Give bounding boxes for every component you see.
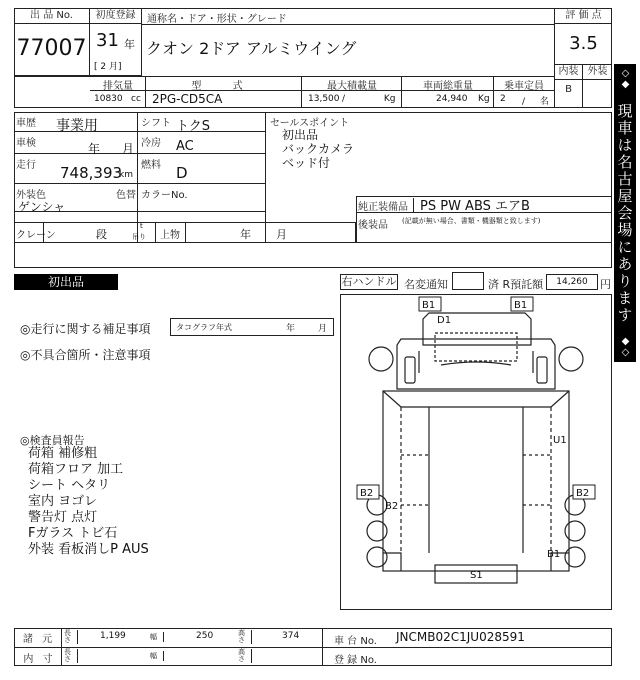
length-label: 長さ <box>64 630 78 644</box>
mark-b2-right: B2 <box>576 488 590 499</box>
lot-no-label: 出 品 No. <box>14 8 90 24</box>
ac: AC <box>176 139 194 154</box>
lot-no: 77007 <box>14 24 90 76</box>
box-rear-fold <box>383 553 569 571</box>
details-row2 <box>14 132 266 154</box>
front-left-wheel <box>369 347 393 371</box>
details-row3 <box>14 154 266 184</box>
upper-label: 上物 <box>160 230 180 241</box>
rear-right-wheel-3 <box>565 547 585 567</box>
retrofit-label: 後装品 <box>358 220 388 231</box>
fuel: D <box>176 164 188 182</box>
first-listing-badge: 初出品 <box>14 274 118 290</box>
banner-text: 現車は名古屋会場にあります <box>615 102 634 324</box>
vehicle-name: クオン 2ドア アルミウイング <box>146 39 357 58</box>
details-row1 <box>14 112 266 132</box>
gross-weight-unit: Kg <box>478 94 490 104</box>
width: 250 <box>196 631 214 641</box>
rear-left-wheel-2 <box>367 521 387 541</box>
inspector-item: 室内 ヨゴレ <box>28 494 98 509</box>
grade-label: 評 価 点 <box>554 8 612 24</box>
mileage-unit: km <box>119 170 133 180</box>
retrofit-note: (記載が無い場合、書類・機器類と致します) <box>402 217 541 225</box>
front-right-wheel <box>559 347 583 371</box>
reg-label: 登 録 No. <box>334 655 377 666</box>
inspector-item: 警告灯 点灯 <box>28 510 98 525</box>
inspection-year: 年 <box>88 142 101 156</box>
banner-top-diamonds: ◇◆ <box>620 68 631 90</box>
capacity: 2 <box>500 94 506 104</box>
name-change-box <box>452 272 484 290</box>
rear-left-wheel-3 <box>367 547 387 567</box>
first-reg-year: 31 <box>96 30 119 51</box>
capacity-unit: / 名 <box>522 97 549 107</box>
sales-point-2: バックカメラ <box>282 142 355 156</box>
upper-month: 月 <box>276 228 287 241</box>
chassis: JNCMB02C1JU028591 <box>396 630 525 644</box>
sales-point-3: ベッド付 <box>282 156 331 170</box>
recycle-amount: 14,260 <box>546 274 598 290</box>
mark-b1-left: B1 <box>422 300 436 311</box>
displacement-unit: cc <box>131 94 141 104</box>
gross-weight-label: 車両総重量 <box>423 81 473 92</box>
crane-col <box>14 222 44 242</box>
sales-label: セールスポイント <box>270 118 350 129</box>
inspector-item: シート ヘタリ <box>28 478 111 493</box>
windshield <box>435 333 517 361</box>
dash-curve <box>441 362 511 365</box>
displacement-label: 排気量 <box>103 81 133 92</box>
banner-bottom-diamonds: ◆◇ <box>620 336 631 358</box>
height-label: 高さ <box>238 630 252 644</box>
vehicle-name-line <box>142 24 554 25</box>
mark-b1-rear: B1 <box>547 549 561 560</box>
box-inner-walls <box>401 407 551 553</box>
inspector-item: 荷箱 補修粗 <box>28 446 98 461</box>
history: 事業用 <box>56 118 98 134</box>
inspection-label: 車検 <box>16 138 36 149</box>
gross-weight: 24,940 <box>436 94 468 104</box>
height: 374 <box>282 631 300 641</box>
mark-b1-right: B1 <box>514 300 528 311</box>
vehicle-name-label: 通称名・ドア・形状・グレード <box>147 14 287 25</box>
shift: トクS <box>176 119 210 134</box>
damage-diagram <box>340 294 612 610</box>
crane-stage: 段 <box>96 228 107 241</box>
inspection-month: 月 <box>122 142 135 156</box>
mileage-label: 走行 <box>16 160 36 171</box>
color: ゲンシャ <box>18 200 66 214</box>
color-label: 外装色 <box>16 190 46 201</box>
left-mirror <box>405 357 415 383</box>
model-label: 型 式 <box>191 81 257 92</box>
mark-u1: U1 <box>553 435 567 446</box>
cargo-box <box>383 391 569 571</box>
width-label: 幅 <box>150 632 164 642</box>
mark-s1: S1 <box>470 570 483 581</box>
inspector-item: 外装 看板消しP AUS <box>28 542 149 557</box>
tachograph-label: タコグラフ年式 <box>176 323 232 332</box>
first-reg-month: [ 2 月] <box>94 62 122 72</box>
upper-col2 <box>186 222 356 242</box>
inner-height-label: 高さ <box>238 649 252 663</box>
crane-hang: 吊り <box>132 233 146 241</box>
mark-d1: D1 <box>437 315 452 326</box>
inspector-item: Fガラス トビ石 <box>28 526 118 541</box>
first-reg-year-unit: 年 <box>124 38 135 51</box>
box-panels <box>429 407 523 553</box>
interior-label: 内装 <box>554 64 583 80</box>
steering: 右ハンドル <box>341 275 397 288</box>
inner-width-label: 幅 <box>150 651 164 661</box>
equipment: PS PW ABS エアB <box>420 199 530 214</box>
sales-point-1: 初出品 <box>282 128 319 142</box>
inner-label: 内 寸 <box>23 654 53 665</box>
ac-label: 冷房 <box>141 138 161 149</box>
inspector-title: ◎検査員報告 <box>20 434 85 447</box>
upper-col <box>156 222 186 242</box>
truck-diagram-svg <box>341 295 611 609</box>
sales-points-box <box>282 128 462 188</box>
tachograph-month: 月 <box>318 324 328 334</box>
recycle-label: 済 R預託額 <box>488 278 544 291</box>
equip-label: 純正装備品 <box>358 198 414 213</box>
inspector-item: 荷箱フロア 加工 <box>28 462 124 477</box>
length: 1,199 <box>100 631 126 641</box>
upper-year: 年 <box>240 228 251 241</box>
exterior-label: 外装 <box>583 64 612 80</box>
grade: 3.5 <box>554 24 612 64</box>
right-mirror <box>537 357 547 383</box>
model: 2PG-CD5CA <box>152 92 223 106</box>
name-change-label: 名変通知 <box>404 278 448 291</box>
rear-right-wheel-2 <box>565 521 585 541</box>
chassis-label: 車 台 No. <box>334 636 377 647</box>
defects-title: ◎不具合箇所・注意事項 <box>20 348 151 362</box>
first-reg-box <box>90 24 142 76</box>
cab-outline <box>397 339 555 389</box>
color-code-label: カラーNo. <box>141 190 188 201</box>
max-load-unit: / Kg <box>342 94 396 104</box>
mileage: 748,393 <box>60 164 123 182</box>
crane-col2 <box>44 222 156 242</box>
inner-length-label: 長さ <box>64 649 78 663</box>
interior-grade: B <box>554 80 583 108</box>
crane-row2 <box>14 242 612 243</box>
box-front-fold <box>383 391 569 407</box>
inspector-list <box>28 446 228 558</box>
specs-label: 諸 元 <box>14 630 62 645</box>
capacity-label: 乗車定員 <box>504 81 544 92</box>
recycle-unit: 円 <box>600 278 611 291</box>
fuel-label: 燃料 <box>141 160 161 171</box>
crane-ton: t <box>140 222 143 230</box>
first-reg-label: 初度登録 <box>90 8 142 24</box>
history-label: 車歴 <box>16 118 36 129</box>
mark-b2-side: B2 <box>385 501 399 512</box>
side-banner <box>614 64 636 362</box>
max-load-label: 最大積載量 <box>327 81 377 92</box>
max-load: 13,500 <box>308 94 340 104</box>
spec-row-line-left <box>14 76 90 77</box>
panel-dashes <box>401 455 551 505</box>
displacement: 10830 <box>94 94 123 104</box>
tachograph-year: 年 <box>286 324 296 334</box>
crane-label: クレーン <box>16 230 56 241</box>
shift-label: シフト <box>141 118 171 129</box>
color-no-label: 色替 <box>116 190 136 201</box>
driving-title: ◎走行に関する補足事項 <box>20 322 151 336</box>
mark-b2-left: B2 <box>360 488 374 499</box>
